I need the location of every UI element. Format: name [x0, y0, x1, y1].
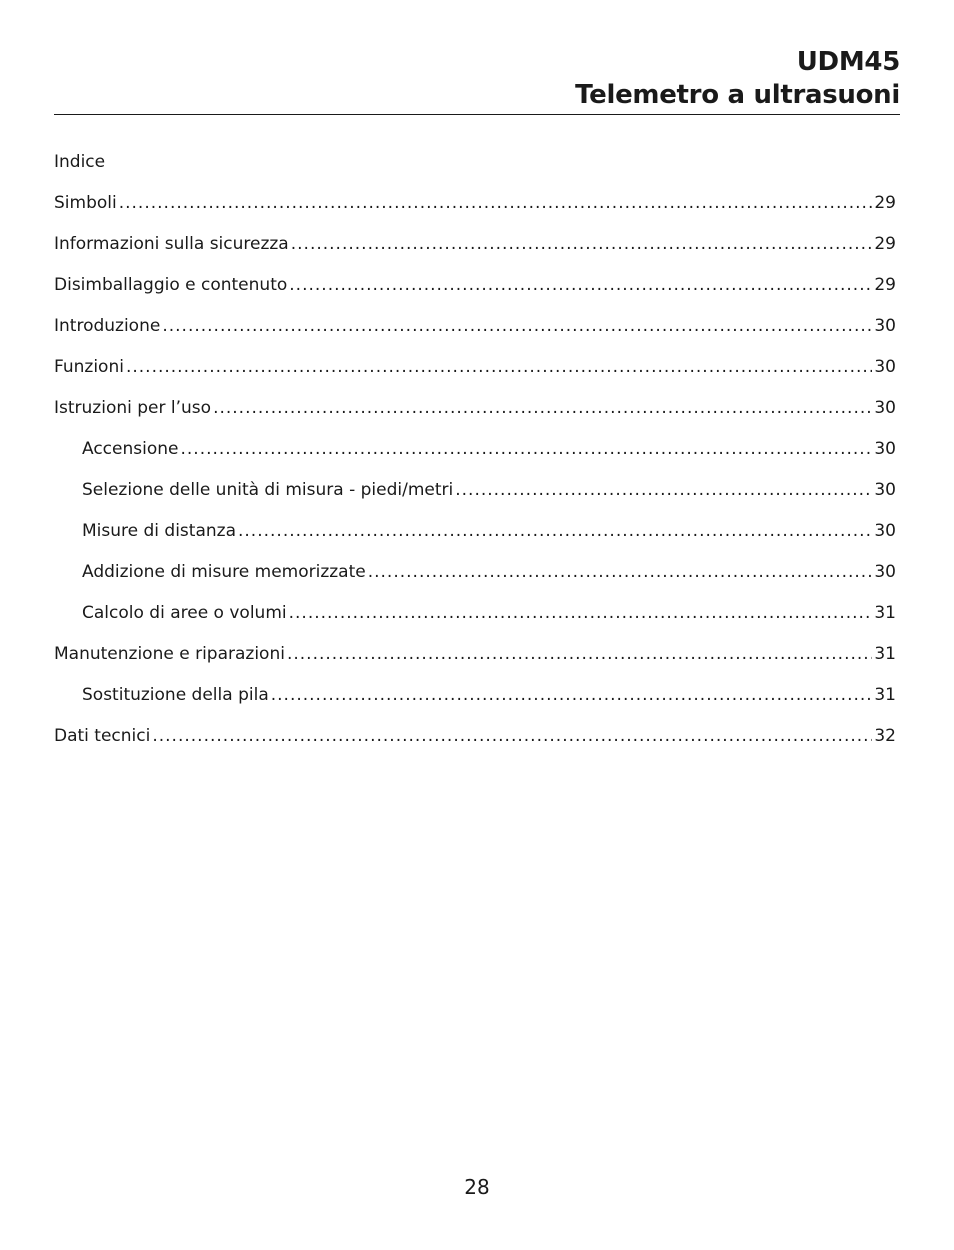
page-header — [54, 46, 900, 115]
toc-entry-calcolo-aree[interactable] — [54, 601, 896, 642]
toc-entry-informazioni-sicurezza[interactable] — [54, 232, 896, 273]
model-name: UDM45 — [796, 47, 900, 77]
toc-entry-page: 31 — [874, 603, 896, 623]
toc-dot-leader — [162, 314, 872, 338]
toc-entry-label: Informazioni sulla sicurezza — [54, 234, 289, 254]
toc-dot-leader — [180, 437, 872, 461]
toc-dot-leader — [455, 478, 872, 502]
toc-entry-page: 30 — [874, 357, 896, 377]
toc-entry-page: 30 — [874, 398, 896, 418]
toc-entry-page: 30 — [874, 316, 896, 336]
toc-dot-leader — [213, 396, 872, 420]
toc-entry-selezione-unita[interactable] — [54, 478, 896, 519]
toc-entry-simboli[interactable] — [54, 191, 896, 232]
toc-entry-istruzioni[interactable] — [54, 396, 896, 437]
table-of-contents — [54, 191, 896, 765]
toc-dot-leader — [119, 191, 873, 215]
page-number: 28 — [464, 1175, 490, 1199]
toc-dot-leader — [289, 273, 872, 297]
toc-entry-addizione-misure[interactable] — [54, 560, 896, 601]
toc-entry-label: Sostituzione della pila — [82, 685, 269, 705]
toc-dot-leader — [238, 519, 872, 543]
toc-entry-dati-tecnici[interactable] — [54, 724, 896, 765]
toc-entry-page: 29 — [874, 234, 896, 254]
toc-entry-introduzione[interactable] — [54, 314, 896, 355]
toc-entry-label: Introduzione — [54, 316, 161, 336]
toc-entry-label: Selezione delle unità di misura - piedi/metri — [82, 480, 454, 500]
toc-entry-misure-distanza[interactable] — [54, 519, 896, 560]
toc-entry-label: Addizione di misure memorizzate — [82, 562, 366, 582]
toc-heading: Indice — [54, 152, 106, 172]
document-title: Telemetro a ultrasuoni — [575, 80, 900, 110]
toc-entry-page: 31 — [874, 685, 896, 705]
toc-entry-accensione[interactable] — [54, 437, 896, 478]
toc-dot-leader — [152, 724, 872, 748]
toc-entry-label: Simboli — [54, 193, 117, 213]
toc-entry-label: Manutenzione e riparazioni — [54, 644, 285, 664]
toc-entry-label: Disimballaggio e contenuto — [54, 275, 288, 295]
toc-entry-funzioni[interactable] — [54, 355, 896, 396]
toc-entry-label: Funzioni — [54, 357, 124, 377]
toc-entry-label: Calcolo di aree o volumi — [82, 603, 287, 623]
toc-entry-page: 32 — [874, 726, 896, 746]
toc-entry-page: 30 — [874, 521, 896, 541]
toc-dot-leader — [126, 355, 872, 379]
toc-dot-leader — [287, 642, 872, 666]
toc-entry-page: 30 — [874, 562, 896, 582]
toc-entry-page: 30 — [874, 480, 896, 500]
toc-entry-disimballaggio[interactable] — [54, 273, 896, 314]
toc-entry-label: Misure di distanza — [82, 521, 236, 541]
toc-dot-leader — [271, 683, 873, 707]
toc-dot-leader — [291, 232, 873, 256]
toc-entry-label: Istruzioni per l’uso — [54, 398, 212, 418]
toc-entry-page: 29 — [874, 193, 896, 213]
toc-entry-manutenzione[interactable] — [54, 642, 896, 683]
toc-entry-label: Dati tecnici — [54, 726, 151, 746]
toc-entry-page: 29 — [874, 275, 896, 295]
toc-dot-leader — [289, 601, 873, 625]
toc-entry-label: Accensione — [82, 439, 179, 459]
toc-entry-page: 31 — [874, 644, 896, 664]
toc-entry-page: 30 — [874, 439, 896, 459]
toc-dot-leader — [368, 560, 873, 584]
toc-entry-sostituzione-pila[interactable] — [54, 683, 896, 724]
